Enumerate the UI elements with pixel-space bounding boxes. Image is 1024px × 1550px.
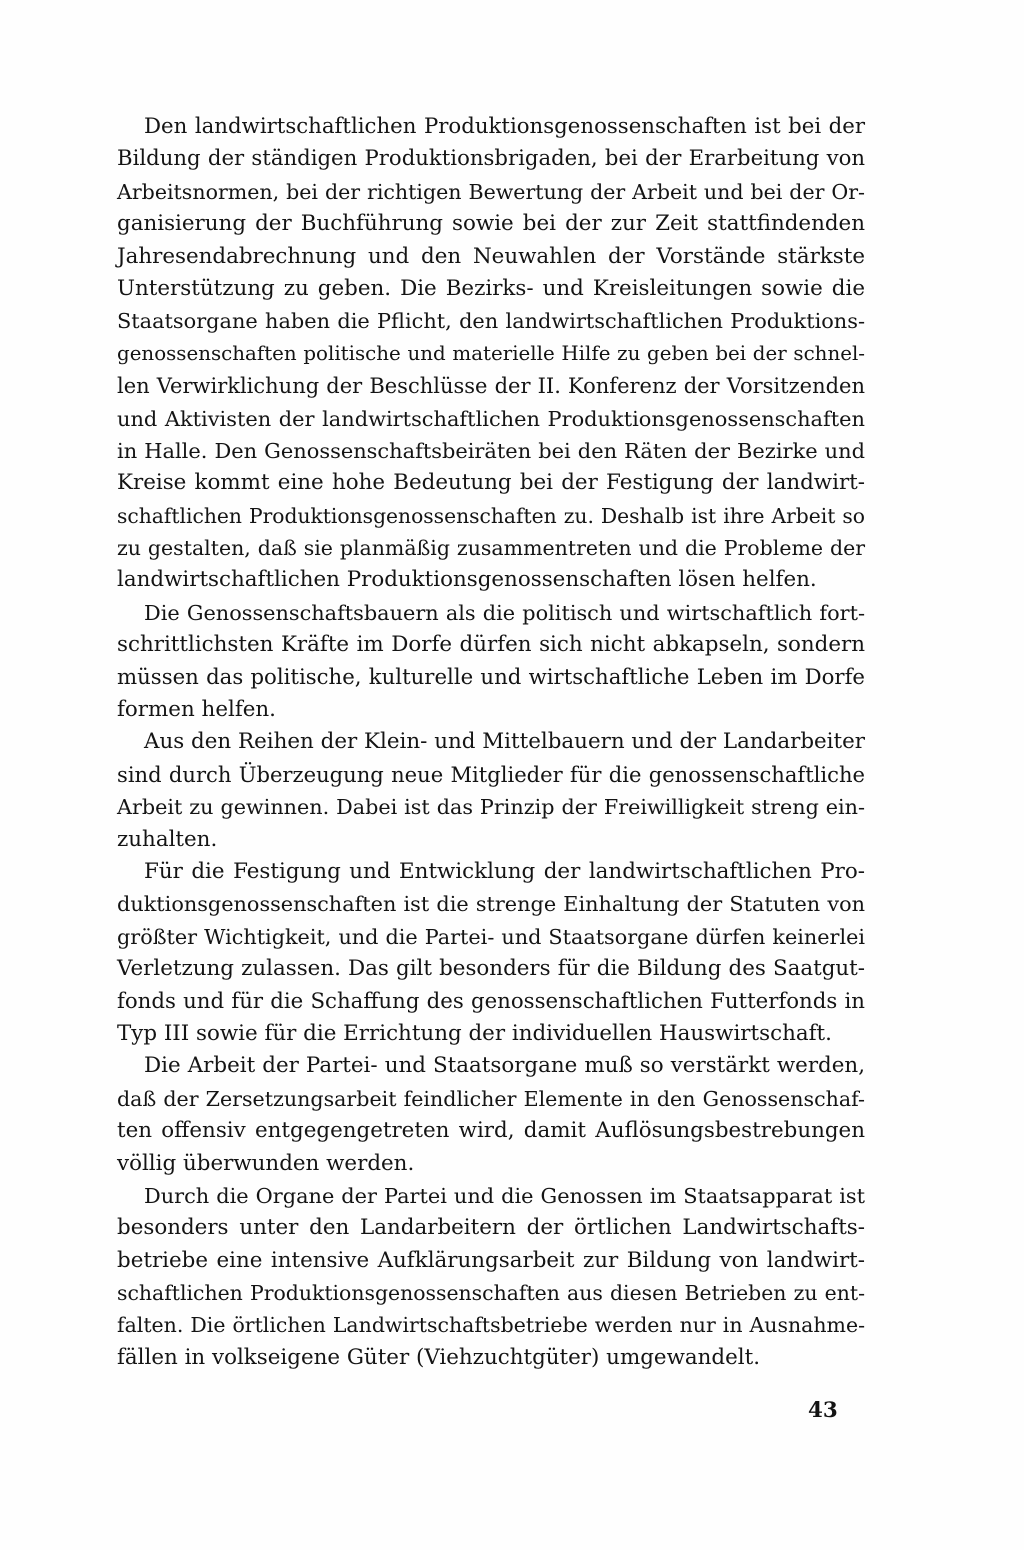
text-line: Den landwirtschaftlichen Produktionsgenossenschaften ist bei der <box>144 114 865 139</box>
paragraph-4 <box>117 856 865 1050</box>
text-line: Verletzung zulassen. Das gilt besonders für die Bildung des Saatgut- <box>117 956 865 982</box>
text-line: betriebe eine intensive Aufklärungsarbeit zur Bildung von landwirt- <box>117 1247 865 1273</box>
text-line: und Aktivisten der landwirtschaftlichen Produktionsgenossenschaften <box>117 406 865 431</box>
text-line: formen helfen. <box>117 697 276 723</box>
text-line: zuhalten. <box>117 826 218 852</box>
text-line: Kreise kommt eine hohe Bedeutung bei der Festigung der landwirt- <box>117 470 865 496</box>
text-line: schaftlichen Produktionsgenossenschaften aus diesen Betrieben zu ent- <box>117 1281 865 1306</box>
text-line: völlig überwunden werden. <box>117 1150 415 1176</box>
text-line: in Halle. Den Genossenschaftsbeiräten bei den Räten der Bezirke und <box>117 438 865 463</box>
paragraph-2 <box>117 597 865 727</box>
text-line: müssen das politische, kulturelle und wirtschaftliche Leben im Dorfe <box>117 664 865 690</box>
text-line: daß der Zersetzungsarbeit feindlicher Elemente in den Genossenschaf- <box>117 1086 865 1111</box>
text-line: fonds und für die Schaffung des genossenschaftlichen Futterfonds in <box>117 988 865 1014</box>
paragraph-1 <box>117 111 865 597</box>
text-line: schrittlichsten Kräfte im Dorfe dürfen sich nicht abkapseln, sondern <box>117 632 865 658</box>
text-line: falten. Die örtlichen Landwirtschaftsbetriebe werden nur in Ausnahme- <box>117 1313 865 1338</box>
text-line: besonders unter den Landarbeitern der örtlichen Landwirtschafts- <box>117 1215 865 1241</box>
text-line: Die Genossenschaftsbauern als die politisch und wirtschaftlich fort- <box>144 600 865 625</box>
paragraph-5 <box>117 1050 865 1180</box>
text-line: fällen in volkseigene Güter (Viehzuchtgüter) umgewandelt. <box>117 1344 761 1370</box>
text-line: Die Arbeit der Partei- und Staatsorgane muß so verstärkt werden, <box>144 1053 865 1079</box>
text-line: Staatsorgane haben die Pflicht, den landwirtschaftlichen Produktions- <box>117 309 865 334</box>
text-line: größter Wichtigkeit, und die Partei- und Staatsorgane dürfen keinerlei <box>117 924 865 949</box>
text-line: Durch die Organe der Partei und die Genossen im Staatsapparat ist <box>144 1183 865 1208</box>
page-number: 43 <box>808 1398 838 1423</box>
text-line: Für die Festigung und Entwicklung der landwirtschaftlichen Pro- <box>144 858 865 884</box>
text-line: landwirtschaftlichen Produktionsgenossenschaften lösen helfen. <box>117 567 817 593</box>
text-line: sind durch Überzeugung neue Mitglieder für die genossenschaftliche <box>117 761 865 787</box>
text-line: Arbeit zu gewinnen. Dabei ist das Prinzip der Freiwilligkeit streng ein- <box>117 795 865 820</box>
text-line: Bildung der ständigen Produktionsbrigaden, bei der Erarbeitung von <box>117 146 865 172</box>
text-line: ten offensiv entgegengetreten wird, damit Auflösungsbestrebungen <box>117 1118 865 1144</box>
text-line: ganisierung der Buchführung sowie bei der zur Zeit stattfindenden <box>117 211 865 237</box>
paragraph-3 <box>117 726 865 856</box>
body-text <box>117 111 865 1374</box>
text-line: zu gestalten, daß sie planmäßig zusammentreten und die Probleme der <box>117 536 865 561</box>
text-line: Arbeitsnormen, bei der richtigen Bewertung der Arbeit und bei der Or- <box>117 179 865 204</box>
text-line: Aus den Reihen der Klein- und Mittelbauern und der Landarbeiter <box>144 729 865 755</box>
text-line: len Verwirklichung der Beschlüsse der II. Konferenz der Vorsitzenden <box>117 374 865 399</box>
text-line: Unterstützung zu geben. Die Bezirks- und Kreisleitungen sowie die <box>117 275 865 301</box>
paragraph-6 <box>117 1180 865 1374</box>
text-line: duktionsgenossenschaften ist die strenge Einhaltung der Statuten von <box>117 892 865 917</box>
text-line: Jahresendabrechnung und den Neuwahlen der Vorstände stärkste <box>117 243 865 269</box>
text-line: Typ III sowie für die Errichtung der individuellen Hauswirtschaft. <box>117 1020 832 1046</box>
text-line: schaftlichen Produktionsgenossenschaften zu. Deshalb ist ihre Arbeit so <box>117 503 865 528</box>
text-line: genossenschaften politische und materielle Hilfe zu geben bei der schnel- <box>117 341 865 365</box>
